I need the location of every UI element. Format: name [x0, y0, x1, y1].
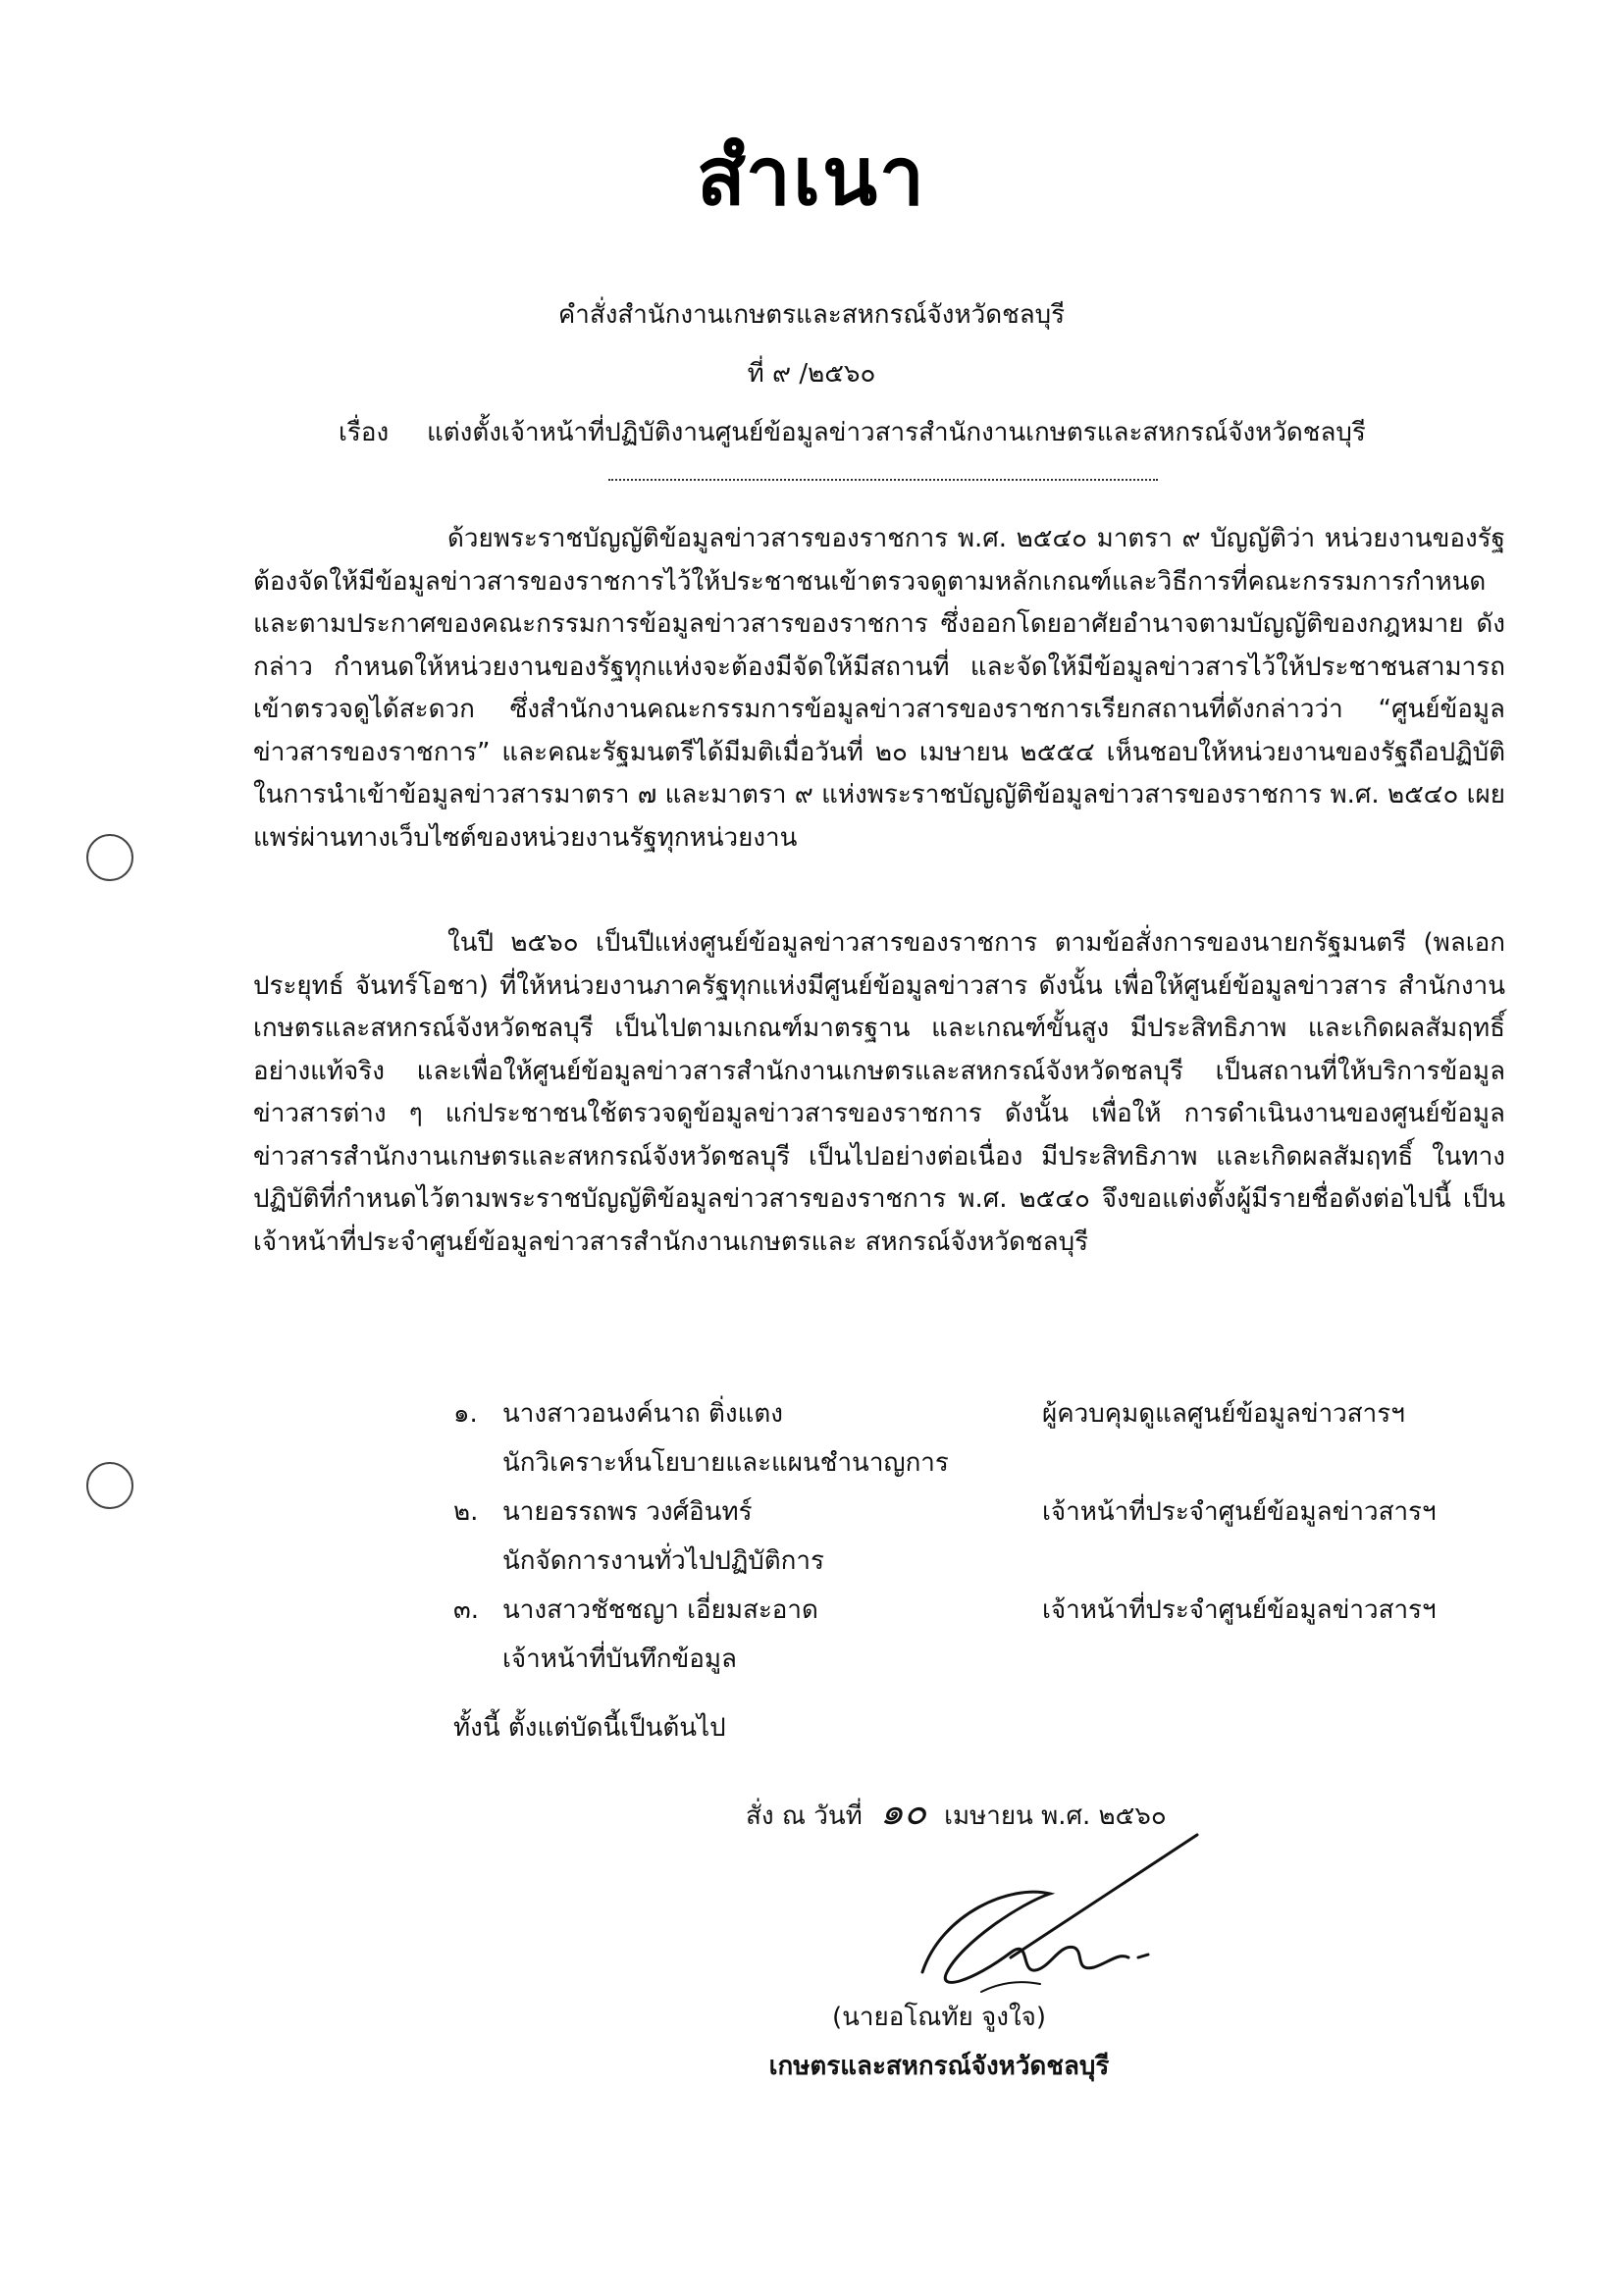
appointee-role: เจ้าหน้าที่ประจำศูนย์ข้อมูลข่าวสารฯ — [1042, 1497, 1437, 1527]
appointee-number: ๓. — [453, 1595, 480, 1625]
order-number: ที่ ๙ /๒๕๖๐ — [747, 359, 876, 389]
copy-stamp: สำเนา — [696, 130, 927, 224]
header-divider — [608, 479, 1158, 481]
subject-label: เรื่อง — [339, 418, 390, 447]
body-paragraph-1: ด้วยพระราชบัญญัติข้อมูลข่าวสารของราชการ พ.ศ. ๒๕๔๐ มาตรา ๙ บัญญัติว่า หน่วยงานของรัฐต้องจัดให้มีข้อมูลข่าวสารของราชการไว้ให้ประชาชนเข้าตรวจดูตามหลักเกณฑ์และวิธีการที่คณะกรรมการกำหนด และตามประกาศของคณะกรรมการข้อมูลข่าวสารของราชการ ซึ่งออกโดยอาศัยอำนาจตามบัญญัติของกฎหมาย ดังกล่าว กำหนดให้หน่วยงานของรัฐทุกแห่งจะต้องมีจัดให้มีสถานที่ และจัดให้มีข้อมูลข่าวสารไว้ให้ประชาชนสามารถ เข้าตรวจดูได้สะดวก ซึ่งสำนักงานคณะกรรมการข้อมูลข่าวสารของราชการเรียกสถานที่ดังกล่าวว่า “ศูนย์ข้อมูล ข่าวสารของราชการ” และคณะรัฐมนตรีได้มีมติเมื่อวันที่ ๒๐ เมษายน ๒๕๕๔ เห็นชอบให้หน่วยงานของรัฐถือปฏิบัติ ในการนำเข้าข้อมูลข่าวสารมาตรา ๗ และมาตรา ๙ แห่งพระราชบัญญัติข้อมูลข่าวสารของราชการ พ.ศ. ๒๕๔๐ เผยแพร่ผ่านทางเว็บไซต์ของหน่วยงานรัฐทุกหน่วยงาน — [253, 524, 1505, 853]
appointee-name: นางสาวชัชชญา เอี่ยมสะอาด — [502, 1595, 818, 1625]
signer-name: (นายอโณทัย จูงใจ) — [831, 2003, 1047, 2032]
body-paragraph-2: ในปี ๒๕๖๐ เป็นปีแห่งศูนย์ข้อมูลข่าวสารของราชการ ตามข้อสั่งการของนายกรัฐมนตรี (พลเอกประยุทธ์ จันทร์โอชา) ที่ให้หน่วยงานภาครัฐทุกแห่งมีศูนย์ข้อมูลข่าวสาร ดังนั้น เพื่อให้ศูนย์ข้อมูลข่าวสาร สำนักงานเกษตรและสหกรณ์จังหวัดชลบุรี เป็นไปตามเกณฑ์มาตรฐาน และเกณฑ์ขั้นสูง มีประสิทธิภาพ และเกิดผลสัมฤทธิ์อย่างแท้จริง และเพื่อให้ศูนย์ข้อมูลข่าวสารสำนักงานเกษตรและสหกรณ์จังหวัดชลบุรี เป็นสถานที่ให้บริการข้อมูลข่าวสารต่าง ๆ แก่ประชาชนใช้ตรวจดูข้อมูลข่าวสารของราชการ ดังนั้น เพื่อให้ การดำเนินงานของศูนย์ข้อมูลข่าวสารสำนักงานเกษตรและสหกรณ์จังหวัดชลบุรี เป็นไปอย่างต่อเนื่อง มีประสิทธิภาพ และเกิดผลสัมฤทธิ์ ในทางปฏิบัติที่กำหนดไว้ตามพระราชบัญญัติข้อมูลข่าวสารของราชการ พ.ศ. ๒๕๔๐ จึงขอแต่งตั้งผู้มีรายชื่อดังต่อไปนี้ เป็นเจ้าหน้าที่ประจำศูนย์ข้อมูลข่าวสารสำนักงานเกษตรและ สหกรณ์จังหวัดชลบุรี — [253, 928, 1505, 1257]
order-title: คำสั่งสำนักงานเกษตรและสหกรณ์จังหวัดชลบุรี — [557, 300, 1066, 330]
appointee-role: เจ้าหน้าที่ประจำศูนย์ข้อมูลข่าวสารฯ — [1042, 1595, 1437, 1625]
appointee-position: เจ้าหน้าที่บันทึกข้อมูล — [502, 1644, 737, 1674]
appointee-position: นักวิเคราะห์นโยบายและแผนชำนาญการ — [502, 1448, 949, 1478]
punch-hole-top — [86, 834, 133, 881]
order-subject — [339, 412, 1366, 452]
date-day-handwritten: ๑๐ — [879, 1790, 927, 1833]
effective-statement: ทั้งนี้ ตั้งแต่บัดนี้เป็นต้นไป — [453, 1713, 726, 1743]
appointee-name: นายอรรถพร วงศ์อินทร์ — [502, 1497, 753, 1527]
signature-image — [903, 1825, 1217, 2021]
punch-hole-bottom — [86, 1462, 133, 1509]
appointee-position: นักจัดการงานทั่วไปปฏิบัติการ — [502, 1546, 824, 1576]
signer-title: เกษตรและสหกรณ์จังหวัดชลบุรี — [768, 2052, 1110, 2081]
appointee-name: นางสาวอนงค์นาถ ติ่งแตง — [502, 1399, 783, 1429]
date-prefix: สั่ง ณ วันที่ — [746, 1801, 863, 1831]
date-month-year: เมษายน พ.ศ. ๒๕๖๐ — [944, 1801, 1167, 1831]
appointee-number: ๒. — [453, 1497, 479, 1527]
appointee-number: ๑. — [453, 1399, 478, 1429]
appointee-role: ผู้ควบคุมดูแลศูนย์ข้อมูลข่าวสารฯ — [1042, 1399, 1405, 1429]
subject-text: แต่งตั้งเจ้าหน้าที่ปฏิบัติงานศูนย์ข้อมูลข่าวสารสำนักงานเกษตรและสหกรณ์จังหวัดชลบุรี — [427, 418, 1366, 447]
